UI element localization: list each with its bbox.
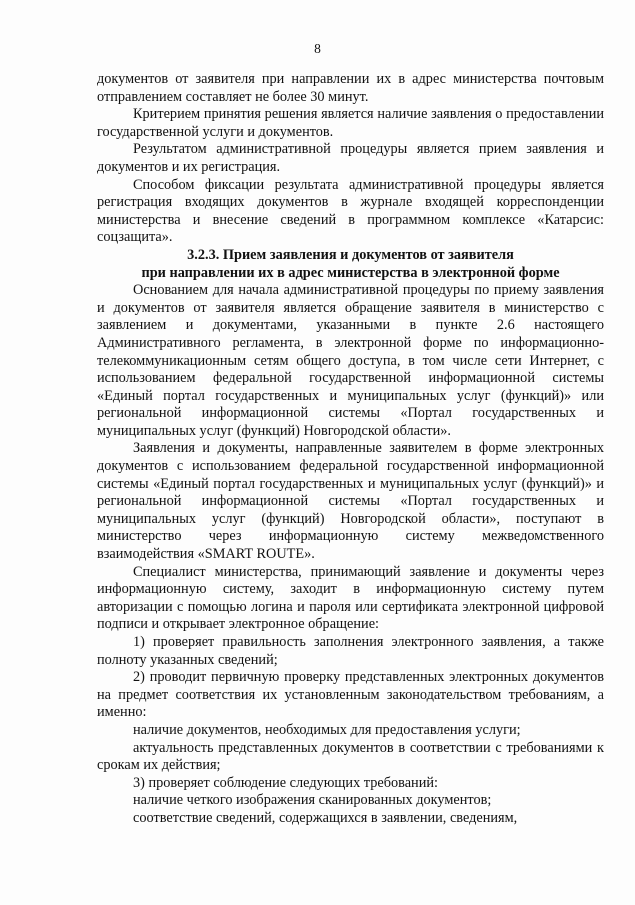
document-body [97, 71, 604, 828]
paragraph: Заявления и документы, направленные заявителем в форме электронных документов с использованием федеральной государственной информационной системы «Единый портал государственных и муниципальных услуг (функций)» и региональной информационной системы «Портал государственных и муниципальных услуг (функций) Новгородской области», поступают в министерство через информационную систему межведомственного взаимодействия «SMART ROUTE». [97, 440, 604, 563]
paragraph: документов от заявителя при направлении их в адрес министерства почтовым отправлением составляет не более 30 минут. [97, 71, 604, 105]
list-item: соответствие сведений, содержащихся в заявлении, сведениям, [133, 809, 518, 826]
paragraph: Специалист министерства, принимающий заявление и документы через информационную систему, заходит в информационную систему путем авторизации с помощью логина и пароля или сертификата электронной цифровой подписи и открывает электронное обращение: [97, 563, 604, 633]
list-item: наличие четкого изображения сканированных документов; [133, 792, 492, 809]
paragraph: Основанием для начала административной процедуры по приему заявления и документов от заявителя является обращение заявителя в министерство с заявлением и документами, указанными в пункте 2.6 настоящего Административного регламента, в электронной форме по информационно-телекоммуникационным сетям общего доступа, в том числе сети Интернет, с использованием федеральной государственной информационной системы «Единый портал государственных и муниципальных услуг (функций)» или региональной информационной системы «Портал государственных и муниципальных услуг (функций) Новгородской области». [97, 282, 604, 439]
list-item: актуальность представленных документов в соответствии с требованиями к срокам их действия; [97, 739, 604, 774]
page-number: 8 [314, 41, 321, 56]
section-heading: 3.2.3. Прием заявления и документов от заявителя [187, 246, 514, 263]
list-item: 3) проверяет соблюдение следующих требований: [133, 774, 438, 791]
list-item: наличие документов, необходимых для предоставления услуги; [133, 721, 521, 738]
list-item: 1) проверяет правильность заполнения электронного заявления, а также полноту указанных сведений; [97, 634, 604, 668]
paragraph: Способом фиксации результата административной процедуры является регистрация входящих документов в журнале входящей корреспонденции министерства и внесение сведений в программном комплексе «Катарсис: соцзащита». [97, 176, 604, 246]
list-item: 2) проводит первичную проверку представленных электронных документов на предмет соответствия их установленным законодательством требованиям, а именно: [97, 669, 604, 721]
paragraph: Результатом административной процедуры является прием заявления и документов и их регистрация. [97, 141, 604, 175]
section-heading: при направлении их в адрес министерства в электронной форме [141, 264, 560, 281]
paragraph: Критерием принятия решения является наличие заявления о предоставлении государственной услуги и документов. [97, 106, 604, 140]
